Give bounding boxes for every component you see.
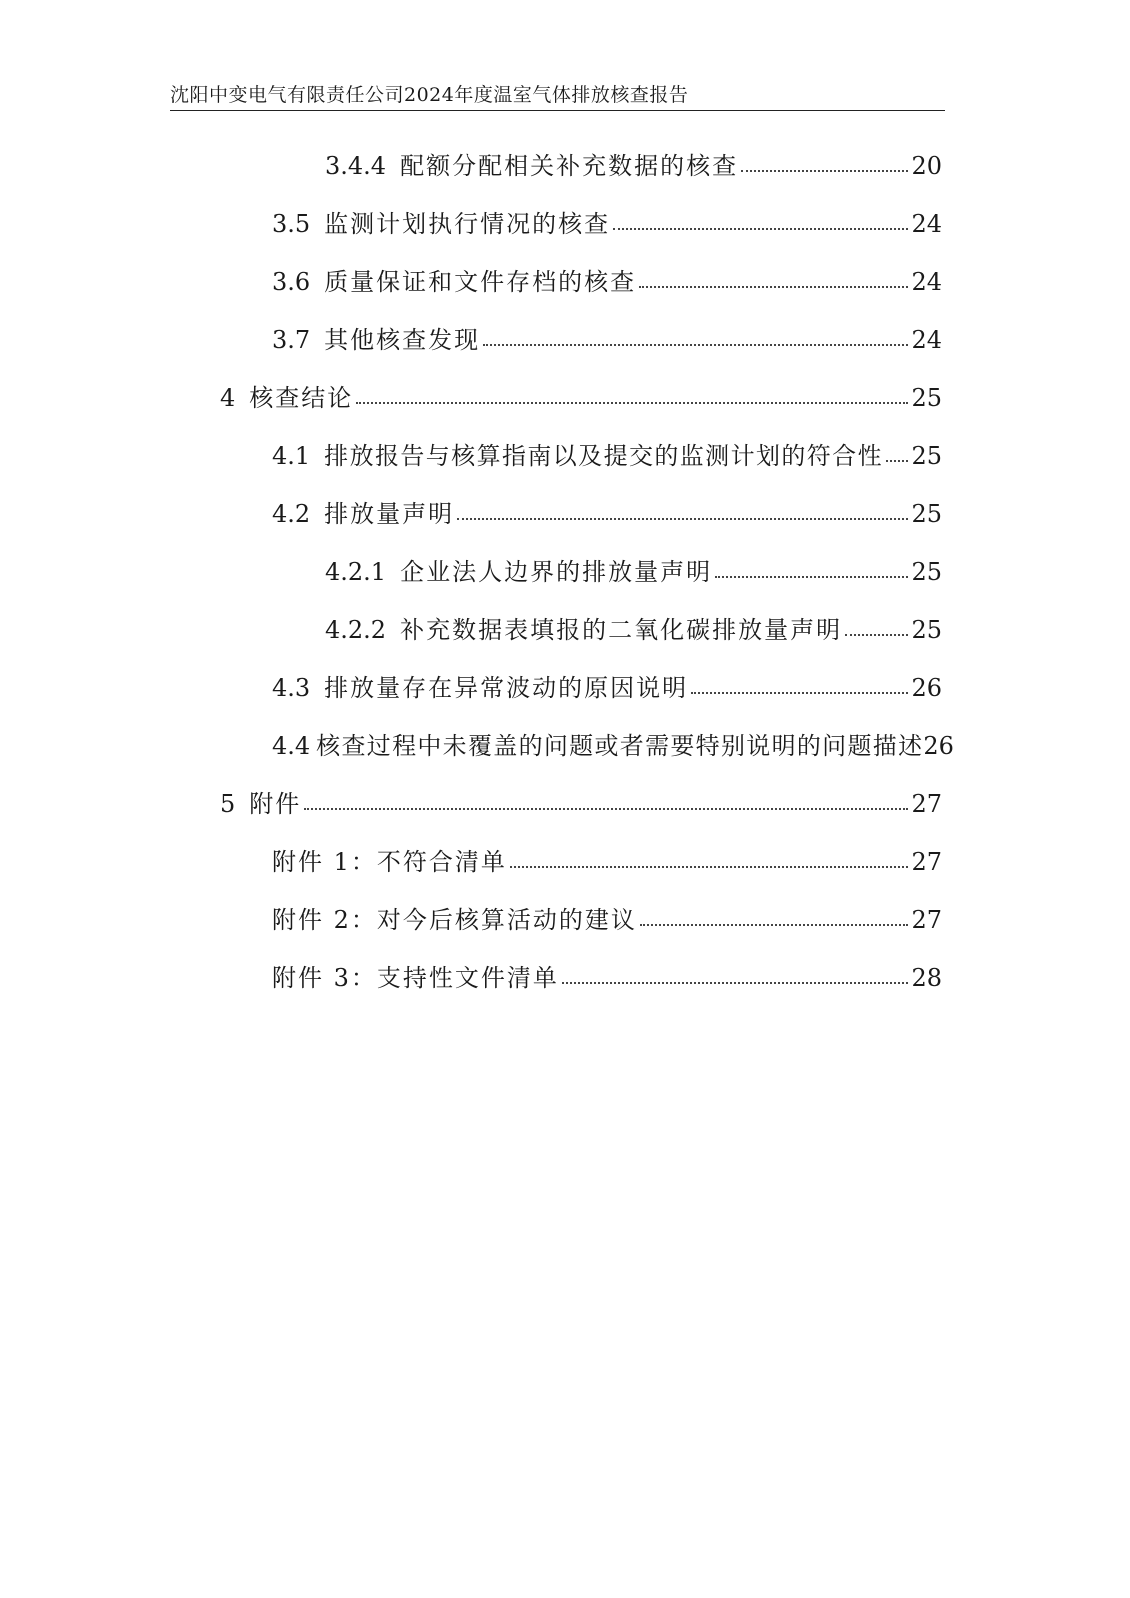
toc-page-number: 20 <box>911 152 942 180</box>
toc-entry-appendix-2[interactable] <box>272 900 942 934</box>
toc-page-number: 26 <box>911 674 942 702</box>
header-divider <box>170 110 945 111</box>
toc-entry-4-1[interactable] <box>272 436 942 470</box>
dot-leader <box>639 286 908 288</box>
toc-number: 4.1 <box>272 442 311 470</box>
toc-number: 4.3 <box>272 674 311 702</box>
dot-leader <box>457 518 908 520</box>
toc-page-number: 25 <box>911 442 942 470</box>
toc-number: 4.2.1 <box>325 558 387 586</box>
toc-page-number: 24 <box>911 210 942 238</box>
toc-number: 附件 2： <box>272 906 377 934</box>
toc-number: 4.2.2 <box>325 616 387 644</box>
page-header: 沈阳中变电气有限责任公司2024年度温室气体排放核查报告 <box>170 84 689 106</box>
dot-leader <box>691 692 908 694</box>
dot-leader <box>886 460 908 462</box>
toc-title: 排放报告与核算指南以及提交的监测计划的符合性 <box>324 442 883 470</box>
toc-title: 企业法人边界的排放量声明 <box>400 558 713 586</box>
toc-title: 支持性文件清单 <box>376 964 559 992</box>
toc-page-number: 27 <box>911 790 942 818</box>
toc-page-number: 24 <box>911 268 942 296</box>
toc-page-number: 24 <box>911 326 942 354</box>
toc-page-number: 27 <box>911 906 942 934</box>
toc-page-number: 28 <box>911 964 942 992</box>
toc-number: 附件 3： <box>272 964 377 992</box>
toc-entry-4-2-1[interactable] <box>325 552 942 586</box>
toc-number: 附件 1： <box>272 848 377 876</box>
toc-entry-3-6[interactable] <box>272 262 942 296</box>
toc-page-number: 26 <box>923 732 954 760</box>
toc-entry-4-2-2[interactable] <box>325 610 942 644</box>
toc-title: 配额分配相关补充数据的核查 <box>400 152 739 180</box>
toc-title: 核查结论 <box>249 384 354 412</box>
toc-title: 附件 <box>249 790 302 818</box>
toc-number: 3.5 <box>272 210 311 238</box>
toc-number: 4.2 <box>272 500 311 528</box>
dot-leader <box>845 634 908 636</box>
toc-number: 3.4.4 <box>325 152 387 180</box>
dot-leader <box>510 866 909 868</box>
toc-entry-4-3[interactable] <box>272 668 942 702</box>
toc-entry-appendix-1[interactable] <box>272 842 942 876</box>
toc-number: 3.7 <box>272 326 311 354</box>
toc-title: 核查过程中未覆盖的问题或者需要特别说明的问题描述 <box>316 732 924 760</box>
toc-title: 质量保证和文件存档的核查 <box>324 268 637 296</box>
toc-title: 补充数据表填报的二氧化碳排放量声明 <box>400 616 843 644</box>
toc-entry-appendix-3[interactable] <box>272 958 942 992</box>
dot-leader <box>562 982 909 984</box>
toc-entry-4[interactable] <box>220 378 942 412</box>
toc-entry-4-4[interactable] <box>272 726 972 760</box>
toc-page-number: 25 <box>911 616 942 644</box>
toc-entry-5[interactable] <box>220 784 942 818</box>
toc-title: 对今后核算活动的建议 <box>376 906 637 934</box>
toc-entry-3-5[interactable] <box>272 204 942 238</box>
toc-title: 监测计划执行情况的核查 <box>324 210 611 238</box>
dot-leader <box>356 402 908 404</box>
toc-number: 5 <box>220 790 236 818</box>
toc-page-number: 25 <box>911 384 942 412</box>
toc-title: 排放量声明 <box>324 500 455 528</box>
toc-number: 4.4 <box>272 732 311 760</box>
dot-leader <box>304 808 908 810</box>
dot-leader <box>715 576 908 578</box>
toc-number: 3.6 <box>272 268 311 296</box>
dot-leader <box>483 344 908 346</box>
toc-page-number: 25 <box>911 500 942 528</box>
toc-entry-4-2[interactable] <box>272 494 942 528</box>
dot-leader <box>613 228 908 230</box>
toc-page-number: 25 <box>911 558 942 586</box>
toc-entry-3-4-4[interactable] <box>325 146 942 180</box>
toc-entry-3-7[interactable] <box>272 320 942 354</box>
toc-page-number: 27 <box>911 848 942 876</box>
dot-leader <box>741 170 908 172</box>
toc-number: 4 <box>220 384 236 412</box>
toc-title: 不符合清单 <box>376 848 507 876</box>
toc-title: 其他核查发现 <box>324 326 481 354</box>
toc-title: 排放量存在异常波动的原因说明 <box>324 674 689 702</box>
dot-leader <box>640 924 909 926</box>
